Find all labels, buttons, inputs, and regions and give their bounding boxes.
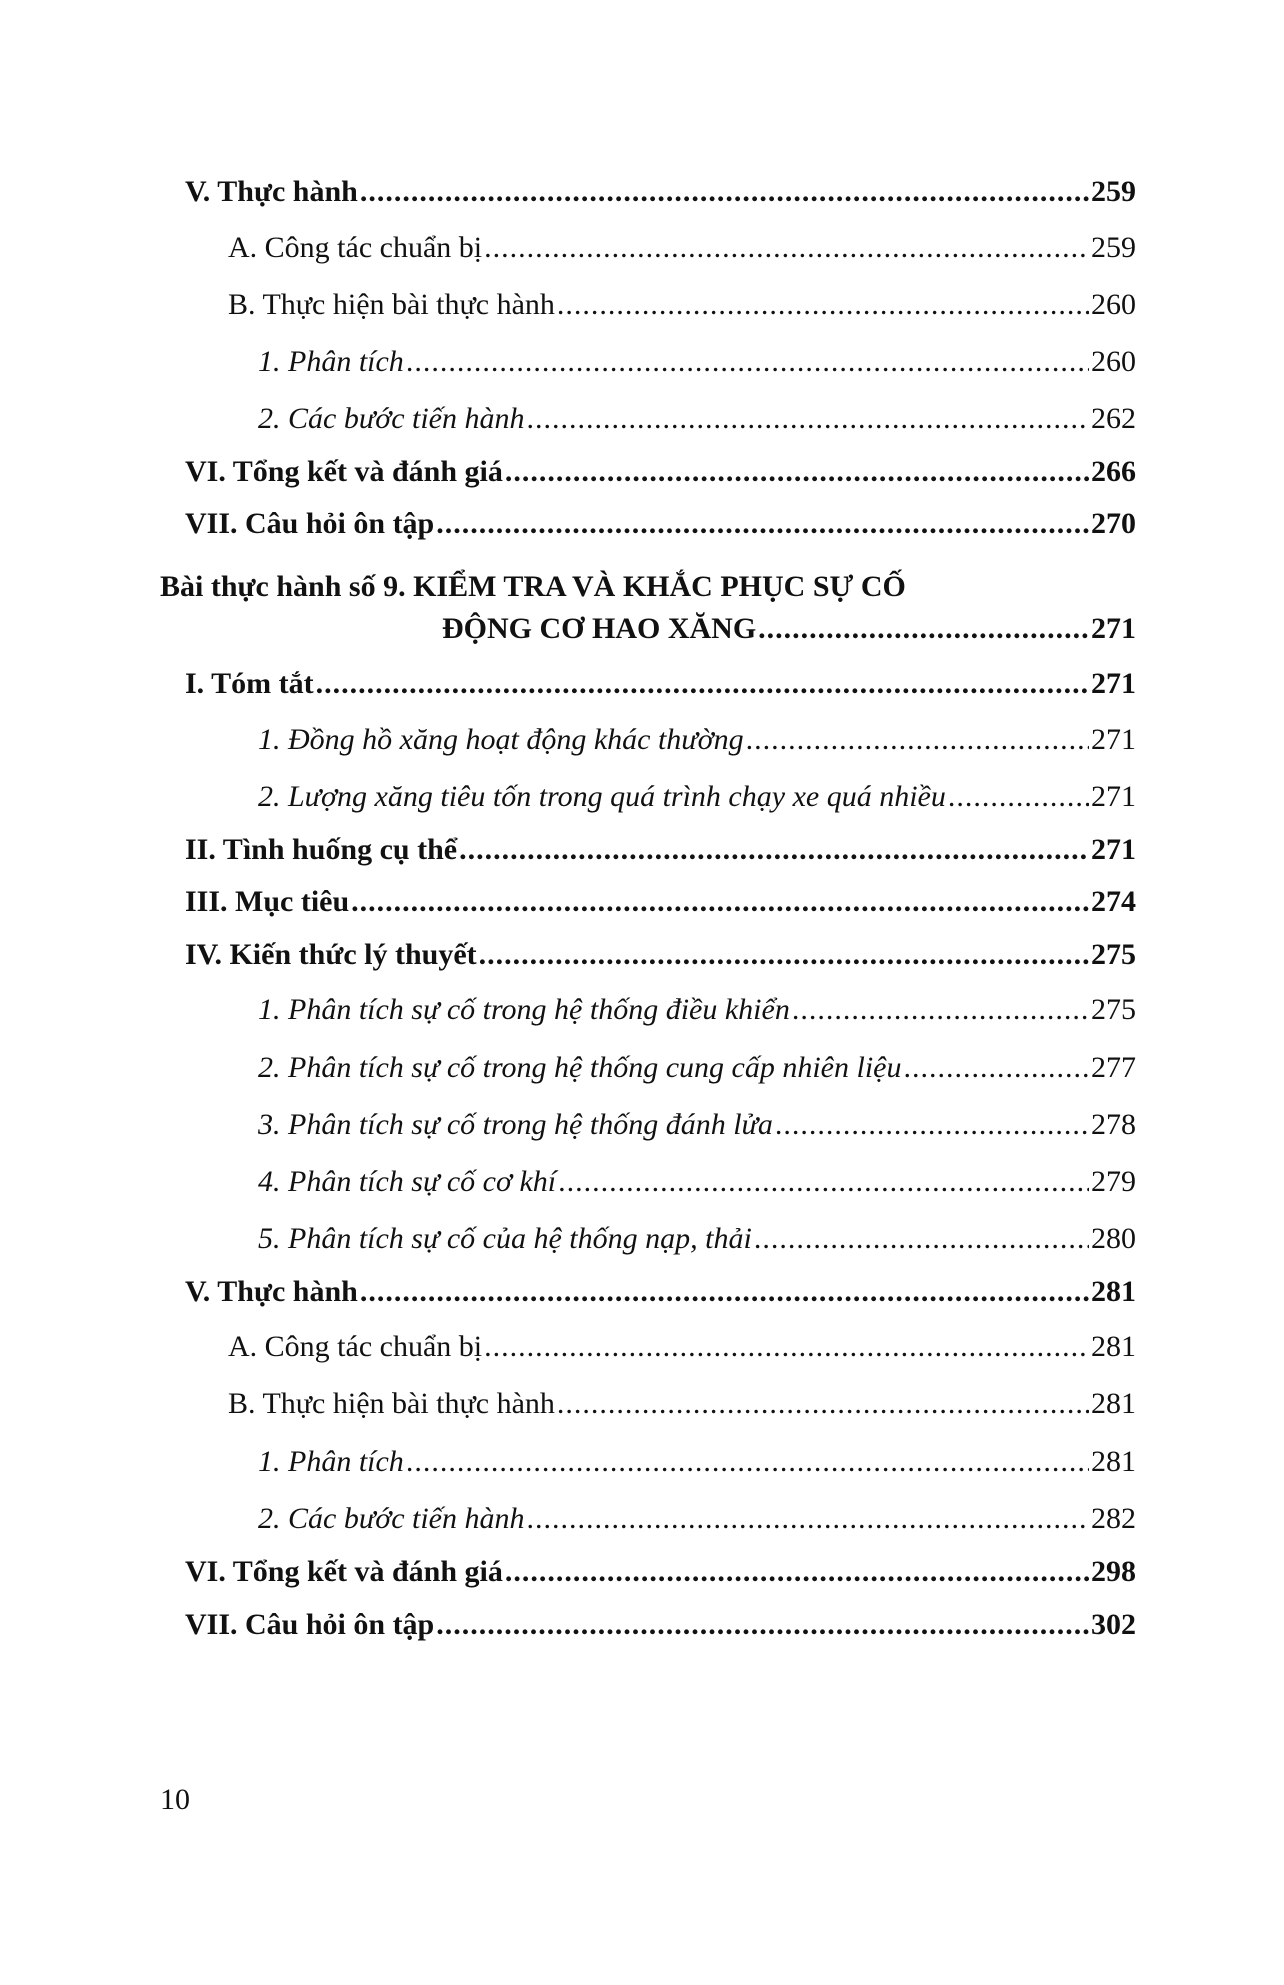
toc-entry[interactable] <box>185 880 1136 924</box>
dot-leader <box>360 170 1089 214</box>
dot-leader <box>316 662 1089 706</box>
toc-entry-label: IV. Kiến thức lý thuyết <box>185 938 477 971</box>
toc-entry-label: 2. Lượng xăng tiêu tốn trong quá trình chạy xe quá nhiều <box>258 780 946 813</box>
dot-leader <box>505 450 1089 494</box>
toc-entry-label: 3. Phân tích sự cố trong hệ thống đánh lửa <box>258 1108 773 1141</box>
dot-leader <box>484 1325 1089 1369</box>
toc-entry[interactable] <box>185 1550 1136 1594</box>
dot-leader <box>775 1103 1089 1147</box>
toc-entry-page: 281 <box>1091 1275 1136 1308</box>
toc-entry-page: 262 <box>1091 402 1136 435</box>
dot-leader <box>436 1603 1089 1647</box>
toc-entry-page: 271 <box>1091 612 1136 645</box>
toc-entry-page: 281 <box>1091 1387 1136 1420</box>
toc-entry-label: VII. Câu hỏi ôn tập <box>185 507 435 540</box>
toc-entry-page: 259 <box>1091 175 1136 208</box>
toc-entry-label: B. Thực hiện bài thực hành <box>228 288 555 321</box>
dot-leader <box>746 718 1089 762</box>
toc-entry[interactable] <box>258 340 1136 384</box>
toc-entry-page: 266 <box>1091 455 1136 488</box>
toc-entry-page: 281 <box>1091 1445 1136 1478</box>
toc-entry-label: 1. Phân tích sự cố trong hệ thống điều khiển <box>258 993 790 1026</box>
dot-leader <box>406 340 1089 384</box>
toc-entry-label: 5. Phân tích sự cố của hệ thống nạp, thải <box>258 1222 752 1255</box>
dot-leader <box>527 1497 1090 1541</box>
toc-entry-page: 271 <box>1091 667 1136 700</box>
dot-leader <box>527 397 1090 441</box>
toc-entry-label: 1. Phân tích <box>258 345 404 378</box>
toc-entry-page: 271 <box>1091 780 1136 813</box>
toc-entry[interactable] <box>258 988 1136 1032</box>
toc-entry-page: 275 <box>1091 938 1136 971</box>
toc-entry-label: 2. Phân tích sự cố trong hệ thống cung cấp nhiên liệu <box>258 1051 902 1084</box>
toc-entry-page: 278 <box>1091 1108 1136 1141</box>
toc-entry-label: III. Mục tiêu <box>185 885 350 918</box>
dot-leader <box>351 880 1089 924</box>
toc-entry-label: 1. Phân tích <box>258 1445 404 1478</box>
toc-entry[interactable] <box>258 1046 1136 1090</box>
toc-entry[interactable] <box>258 1217 1136 1261</box>
toc-entry-label: B. Thực hiện bài thực hành <box>228 1387 555 1420</box>
toc-entry[interactable] <box>258 1440 1136 1484</box>
dot-leader <box>754 1217 1089 1261</box>
toc-entry[interactable] <box>185 450 1136 494</box>
toc-entry-page: 302 <box>1091 1608 1136 1641</box>
toc-entry-label: 2. Các bước tiến hành <box>258 1502 525 1535</box>
dot-leader <box>459 828 1089 872</box>
toc-entry[interactable] <box>228 226 1136 270</box>
toc-entry-label: A. Công tác chuẩn bị <box>228 231 483 264</box>
toc-entry-page: 277 <box>1091 1051 1136 1084</box>
toc-entry[interactable] <box>185 828 1136 872</box>
toc-entry[interactable] <box>228 283 1136 327</box>
toc-entry[interactable] <box>185 933 1136 977</box>
toc-entry-label: VI. Tổng kết và đánh giá <box>185 1555 503 1588</box>
toc-entry-page: 275 <box>1091 993 1136 1026</box>
dot-leader <box>557 283 1089 327</box>
toc-entry-page: 282 <box>1091 1502 1136 1535</box>
dot-leader <box>557 1382 1089 1426</box>
dot-leader <box>948 775 1089 819</box>
toc-entry-label: I. Tóm tắt <box>185 667 314 700</box>
toc-entry-page: 260 <box>1091 288 1136 321</box>
toc-entry[interactable] <box>228 1325 1136 1369</box>
dot-leader <box>558 1160 1089 1204</box>
toc-entry-label: VII. Câu hỏi ôn tập <box>185 1608 435 1641</box>
toc-entry-page: 260 <box>1091 345 1136 378</box>
lesson-title-line1: Bài thực hành số 9. KIỂM TRA VÀ KHẮC PHỤC SỰ CỐ <box>160 570 906 603</box>
toc-entry-page: 279 <box>1091 1165 1136 1198</box>
toc-entry-page: 298 <box>1091 1555 1136 1588</box>
dot-leader <box>479 933 1089 977</box>
toc-entry[interactable] <box>258 775 1136 819</box>
toc-entry-page: 271 <box>1091 723 1136 756</box>
toc-entry-page: 270 <box>1091 507 1136 540</box>
toc-entry-label: 4. Phân tích sự cố cơ khí <box>258 1165 557 1198</box>
dot-leader <box>360 1270 1089 1314</box>
toc-entry-page: 274 <box>1091 885 1136 918</box>
toc-entry-label: 1. Đồng hồ xăng hoạt động khác thường <box>258 723 744 756</box>
toc-entry-page: 259 <box>1091 231 1136 264</box>
toc-entry-page: 271 <box>1091 833 1136 866</box>
toc-entry[interactable] <box>185 662 1136 706</box>
toc-entry-label: VI. Tổng kết và đánh giá <box>185 455 503 488</box>
toc-entry[interactable] <box>185 502 1136 546</box>
toc-entry[interactable] <box>185 1270 1136 1314</box>
toc-entry-page: 280 <box>1091 1222 1136 1255</box>
dot-leader <box>505 1550 1089 1594</box>
toc-entry-label: A. Công tác chuẩn bị <box>228 1330 483 1363</box>
toc-entry[interactable] <box>258 718 1136 762</box>
page-number: 10 <box>160 1783 190 1816</box>
dot-leader <box>406 1440 1089 1484</box>
toc-entry-label: II. Tình huống cụ thể <box>185 833 458 866</box>
toc-entry[interactable] <box>258 1160 1136 1204</box>
toc-entry-page: 281 <box>1091 1330 1136 1363</box>
dot-leader <box>903 1046 1089 1090</box>
dot-leader <box>758 607 1089 651</box>
toc-entry[interactable] <box>258 397 1136 441</box>
toc-entry[interactable] <box>258 1497 1136 1541</box>
toc-entry-label: V. Thực hành <box>185 1275 358 1308</box>
dot-leader <box>792 988 1089 1032</box>
toc-entry-label: 2. Các bước tiến hành <box>258 402 525 435</box>
toc-entry[interactable] <box>228 1382 1136 1426</box>
lesson-title-line2: ĐỘNG CƠ HAO XĂNG <box>442 612 757 645</box>
toc-entry[interactable] <box>185 170 1136 214</box>
toc-entry[interactable] <box>185 1603 1136 1647</box>
lesson-title-entry[interactable] <box>442 607 1136 651</box>
toc-entry-label: V. Thực hành <box>185 175 358 208</box>
dot-leader <box>436 502 1089 546</box>
dot-leader <box>484 226 1089 270</box>
toc-entry[interactable] <box>258 1103 1136 1147</box>
